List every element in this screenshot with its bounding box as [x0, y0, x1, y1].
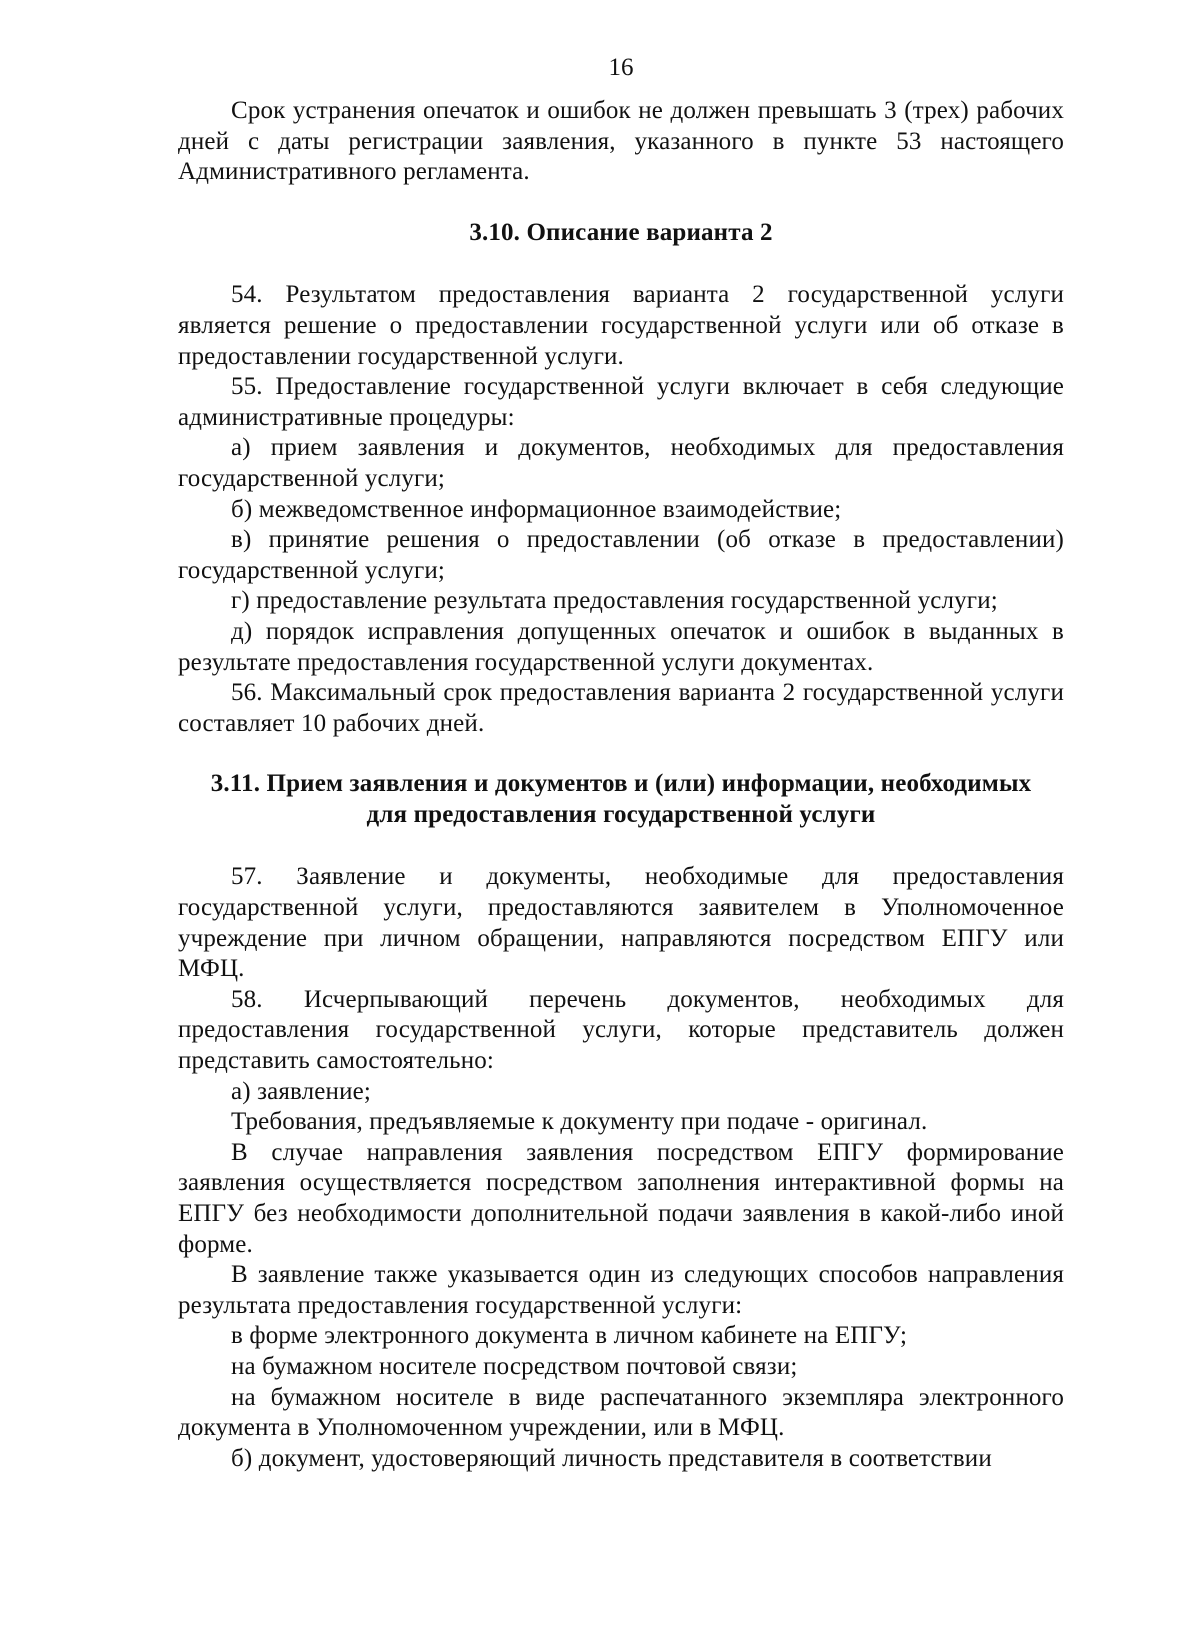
list-item-55b: б) межведомственное информационное взаимодействие; [231, 495, 842, 523]
document-body [178, 96, 1064, 1474]
section-heading-3-11-line-2: для предоставления государственной услуги [366, 800, 876, 828]
paragraph-epgu-form: В случае направления заявления посредством ЕПГУ формирование заявления осуществляется посредством заполнения интерактивной формы на ЕПГУ без необходимости дополнительной подачи заявления в какой-либо иной форме. [178, 1138, 1064, 1258]
paragraph-55: 55. Предоставление государственной услуги включает в себя следующие административные процедуры: [178, 373, 1064, 431]
paragraph-intro: Срок устранения опечаток и ошибок не должен превышать 3 (трех) рабочих дней с даты регистрации заявления, указанного в пункте 53 настоящего Административного регламента. [178, 97, 1064, 186]
paragraph-58: 58. Исчерпывающий перечень документов, необходимых для предоставления государственной услуги, которые представитель должен представить самостоятельно: [178, 985, 1064, 1075]
section-heading-3-10: 3.10. Описание варианта 2 [469, 218, 773, 246]
list-item-55g: г) предоставление результата предоставления государственной услуги; [231, 587, 998, 615]
list-item-58a: а) заявление; [231, 1077, 371, 1105]
list-item-method-printed: на бумажном носителе в виде распечатанного экземпляра электронного документа в Уполномоченном учреждении, или в МФЦ. [178, 1383, 1064, 1442]
paragraph-54: 54. Результатом предоставления варианта 2 государственной услуги является решение о предоставлении государственной услуги или об отказе в предоставлении государственной услуги. [178, 281, 1064, 370]
page-number: 16 [608, 54, 634, 81]
section-heading-3-11 [178, 769, 1064, 830]
paragraph-result-methods: В заявление также указывается один из следующих способов направления результата предоставления государственной услуги: [178, 1261, 1064, 1319]
list-item-58b: б) документ, удостоверяющий личность представителя в соответствии [231, 1444, 992, 1472]
list-item-55v: в) принятие решения о предоставлении (об отказе в предоставлении) государственной услуги; [178, 526, 1064, 584]
paragraph-56: 56. Максимальный срок предоставления варианта 2 государственной услуги составляет 10 рабочих дней. [178, 679, 1064, 737]
paragraph-57: 57. Заявление и документы, необходимые для предоставления государственной услуги, предоставляются заявителем в Уполномоченное учреждение при личном обращении, направляются посредством ЕПГУ или МФЦ. [178, 863, 1064, 983]
list-item-method-post: на бумажном носителе посредством почтовой связи; [231, 1352, 798, 1380]
list-item-55d: д) порядок исправления допущенных опечаток и ошибок в выданных в результате предоставления государственной услуги документах. [178, 617, 1064, 676]
document-page [178, 0, 1064, 1638]
list-item-method-electronic: в форме электронного документа в личном кабинете на ЕПГУ; [231, 1322, 908, 1350]
paragraph-requirements: Требования, предъявляемые к документу при подаче - оригинал. [231, 1108, 928, 1136]
list-item-55a: а) прием заявления и документов, необходимых для предоставления государственной услуги; [178, 434, 1064, 492]
section-heading-3-11-line-1: 3.11. Прием заявления и документов и (или) информации, необходимых [210, 770, 1032, 798]
